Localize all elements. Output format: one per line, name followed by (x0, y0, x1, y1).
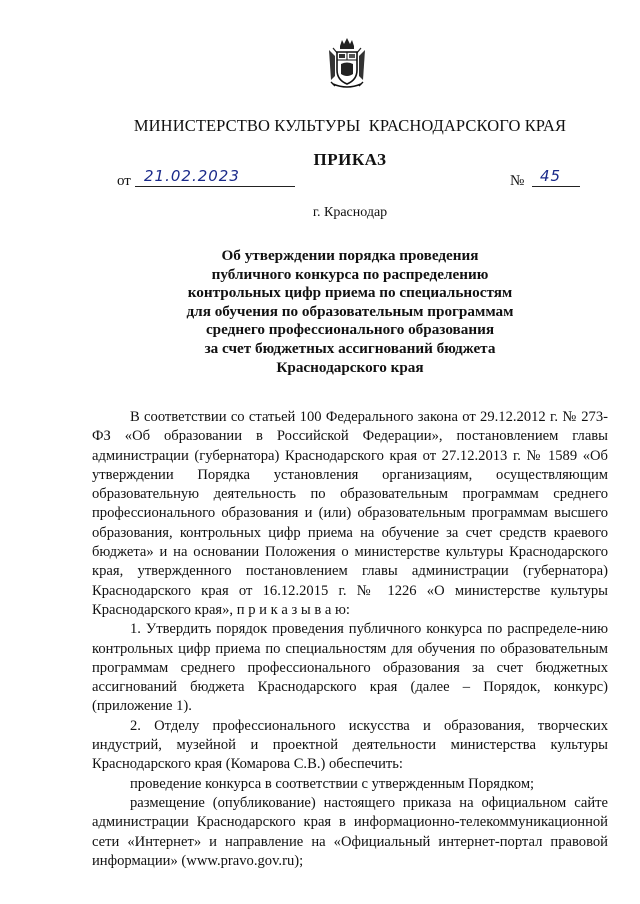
item-2-bullet-1: проведение конкурса в соответствии с утвержденным Порядком; (130, 775, 535, 792)
coat-of-arms-icon (325, 36, 369, 92)
date-underline (135, 186, 295, 187)
title-line: Об утверждении порядка проведения (221, 247, 479, 264)
order-date: 21.02.2023 (144, 167, 240, 185)
title-line: за счет бюджетных ассигнований бюджета (204, 339, 496, 357)
title-line: для обучения по образовательным программам (186, 302, 514, 320)
item-2-bullet-2: размещение (опубликование) настоящего приказа на официальном сайте администрации Краснодарского края в информационно-телекоммуникационной сети «Интернет» и направление на «Официальный интернет-портал правовой информации» (www.pravo.gov.ru); (92, 794, 608, 869)
document-body (92, 408, 608, 871)
title-line: контрольных цифр приема по специальностям (187, 284, 513, 302)
title-line: публичного конкурса по распределению (211, 265, 489, 283)
item-1-paragraph: 1. Утвердить порядок проведения публичного конкурса по распределе-нию контрольных цифр приема по специальностям для обучения по образовательным программам среднего профессионального образования за счет бюджетных ассигнований бюджета Краснодарского края (далее – Порядок, конкурс) (приложение 1). (92, 621, 608, 715)
document-type: ПРИКАЗ (313, 150, 387, 169)
order-number: 45 (540, 167, 562, 185)
ministry-name: МИНИСТЕРСТВО КУЛЬТУРЫ КРАСНОДАРСКОГО КРАЯ (133, 116, 567, 135)
title-line: Краснодарского края (276, 358, 424, 376)
item-2-paragraph: 2. Отделу профессионального искусства и образования, творческих индустрий, музейной и проектной деятельности министерства культуры Краснодарского края (Комарова С.В.) обеспечить: (92, 717, 608, 773)
city: г. Краснодар (312, 205, 388, 220)
date-prefix: от (117, 173, 131, 189)
preamble-paragraph: В соответствии со статьей 100 Федерального закона от 29.12.2012 г. № 273-ФЗ «Об образовании в Российской Федерации», постановлением главы администрации (губернатора) Краснодарского края от 27.12.2013 г. № 1589 «Об утверждении Порядка установления организациям, осуществляющим образовательную деятельность по образовательным программам среднего профессионального образования и (или) образовательным программам высшего образования, контрольных цифр приема на обучение за счет средств краевого бюджета» и на основании Положения о министерстве культуры Краснодарского края, утвержденного постановлением главы администрации (губернатора) Краснодарского края от 16.12.2015 г. № 1226 «О министерстве культуры Краснодарского края», п р и к а з ы в а ю: (92, 409, 608, 618)
title-line: среднего профессионального образования (205, 321, 495, 339)
number-prefix: № (510, 173, 525, 189)
document-title (150, 247, 550, 377)
number-underline (532, 186, 580, 187)
